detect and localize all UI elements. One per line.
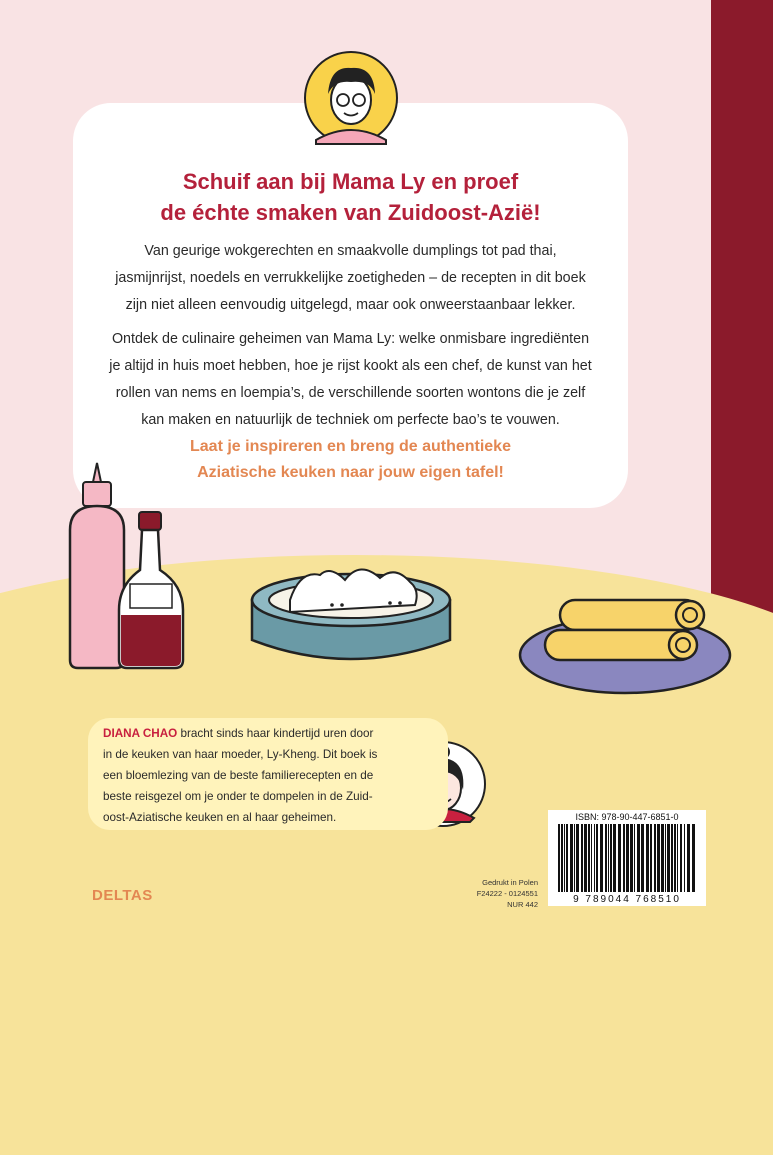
barcode-bar <box>667 824 670 892</box>
barcode-bar <box>677 824 678 892</box>
text-line: Van geurige wokgerechten en smaakvolle dumplings tot pad thai, <box>144 243 557 259</box>
barcode-bar <box>687 824 690 892</box>
barcode-bar <box>684 824 685 892</box>
barcode-bar <box>641 824 644 892</box>
barcode-bar <box>646 824 649 892</box>
mama-ly-portrait-icon <box>305 52 397 144</box>
barcode-bar <box>671 824 673 892</box>
blurb-paragraph-2 <box>98 326 603 434</box>
barcode-bar <box>650 824 652 892</box>
text-line: een bloemlezing van de beste familierecepten en de <box>103 769 374 782</box>
barcode-bar <box>574 824 575 892</box>
barcode-digits: 9 789044 768510 <box>573 894 681 905</box>
author-bio <box>103 723 408 828</box>
barcode-bar <box>608 824 609 892</box>
barcode-bar <box>605 824 607 892</box>
cta-line-1: Laat je inspireren en breng de authentieke <box>190 438 511 455</box>
barcode-bar <box>623 824 625 892</box>
isbn-label: ISBN: 978-90-447-6851-0 <box>575 812 679 822</box>
steamer-basket-icon <box>252 569 450 659</box>
author-name: DIANA CHAO <box>103 727 178 740</box>
barcode-bar <box>654 824 656 892</box>
text-line: beste reisgezel om je onder te dompelen in de Zuid- <box>103 790 373 803</box>
sauce-bottle-icon <box>70 463 124 668</box>
barcode-bar <box>566 824 568 892</box>
text-line: zijn niet alleen eenvoudig uitgelegd, maar ook onweerstaanbaar lekker. <box>125 297 576 313</box>
barcode-bar <box>600 824 603 892</box>
text-line: NUR 442 <box>507 900 538 909</box>
barcode-icon <box>556 824 698 894</box>
headline-line-1: Schuif aan bij Mama Ly en proef <box>182 169 519 194</box>
barcode-bar <box>564 824 565 892</box>
print-info <box>455 877 538 910</box>
text-line: jasmijnrijst, noedels en verrukkelijke zoetigheden – de recepten in dit boek <box>115 270 586 286</box>
barcode-bar <box>584 824 587 892</box>
barcode-bar <box>665 824 666 892</box>
barcode-bar <box>581 824 583 892</box>
text-line: Gedrukt in Polen <box>482 878 538 887</box>
barcode-bar <box>594 824 595 892</box>
barcode-bar <box>626 824 629 892</box>
barcode-bar <box>570 824 573 892</box>
barcode-bar <box>637 824 640 892</box>
barcode-bar <box>680 824 682 892</box>
barcode-bar <box>610 824 612 892</box>
barcode-bar <box>634 824 635 892</box>
barcode-bar <box>630 824 633 892</box>
barcode-bar <box>596 824 598 892</box>
bio-line-1-rest: bracht sinds haar kindertijd uren door <box>177 727 374 740</box>
text-line: kan maken en natuurlijk de techniek om perfecte bao’s te vouwen. <box>141 412 560 428</box>
blurb-paragraph-1 <box>98 238 603 319</box>
barcode-bar <box>674 824 676 892</box>
barcode-bar <box>613 824 616 892</box>
text-line: je altijd in huis moet hebben, hoe je rijst kookt als een chef, de kunst van het <box>109 358 592 374</box>
text-line <box>103 723 408 744</box>
publisher-logo: DELTAS <box>92 887 153 904</box>
barcode-bar <box>692 824 695 892</box>
text-line: in de keuken van haar moeder, Ly-Kheng. Dit boek is <box>103 748 378 761</box>
text-line: F24222 - 0124551 <box>476 889 538 898</box>
barcode-bar <box>657 824 660 892</box>
text-line: rollen van nems en loempia’s, de verschillende soorten wontons die je zelf <box>115 385 586 401</box>
spring-rolls-icon <box>520 600 730 693</box>
barcode-bar <box>561 824 563 892</box>
barcode-bar <box>558 824 560 892</box>
barcode-bar <box>591 824 592 892</box>
cta-line-2: Aziatische keuken naar jouw eigen tafel! <box>197 464 504 481</box>
barcode-bar <box>576 824 579 892</box>
soy-sauce-bottle-icon <box>119 512 183 668</box>
barcode-bar <box>588 824 590 892</box>
text-line: oost-Aziatische keuken en al haar geheimen. <box>103 811 337 824</box>
barcode-bar <box>661 824 664 892</box>
barcode-bar <box>618 824 621 892</box>
headline-line-2: de échte smaken van Zuidoost-Azië! <box>160 200 541 225</box>
text-line: Ontdek de culinaire geheimen van Mama Ly: welke onmisbare ingrediënten <box>111 331 590 347</box>
